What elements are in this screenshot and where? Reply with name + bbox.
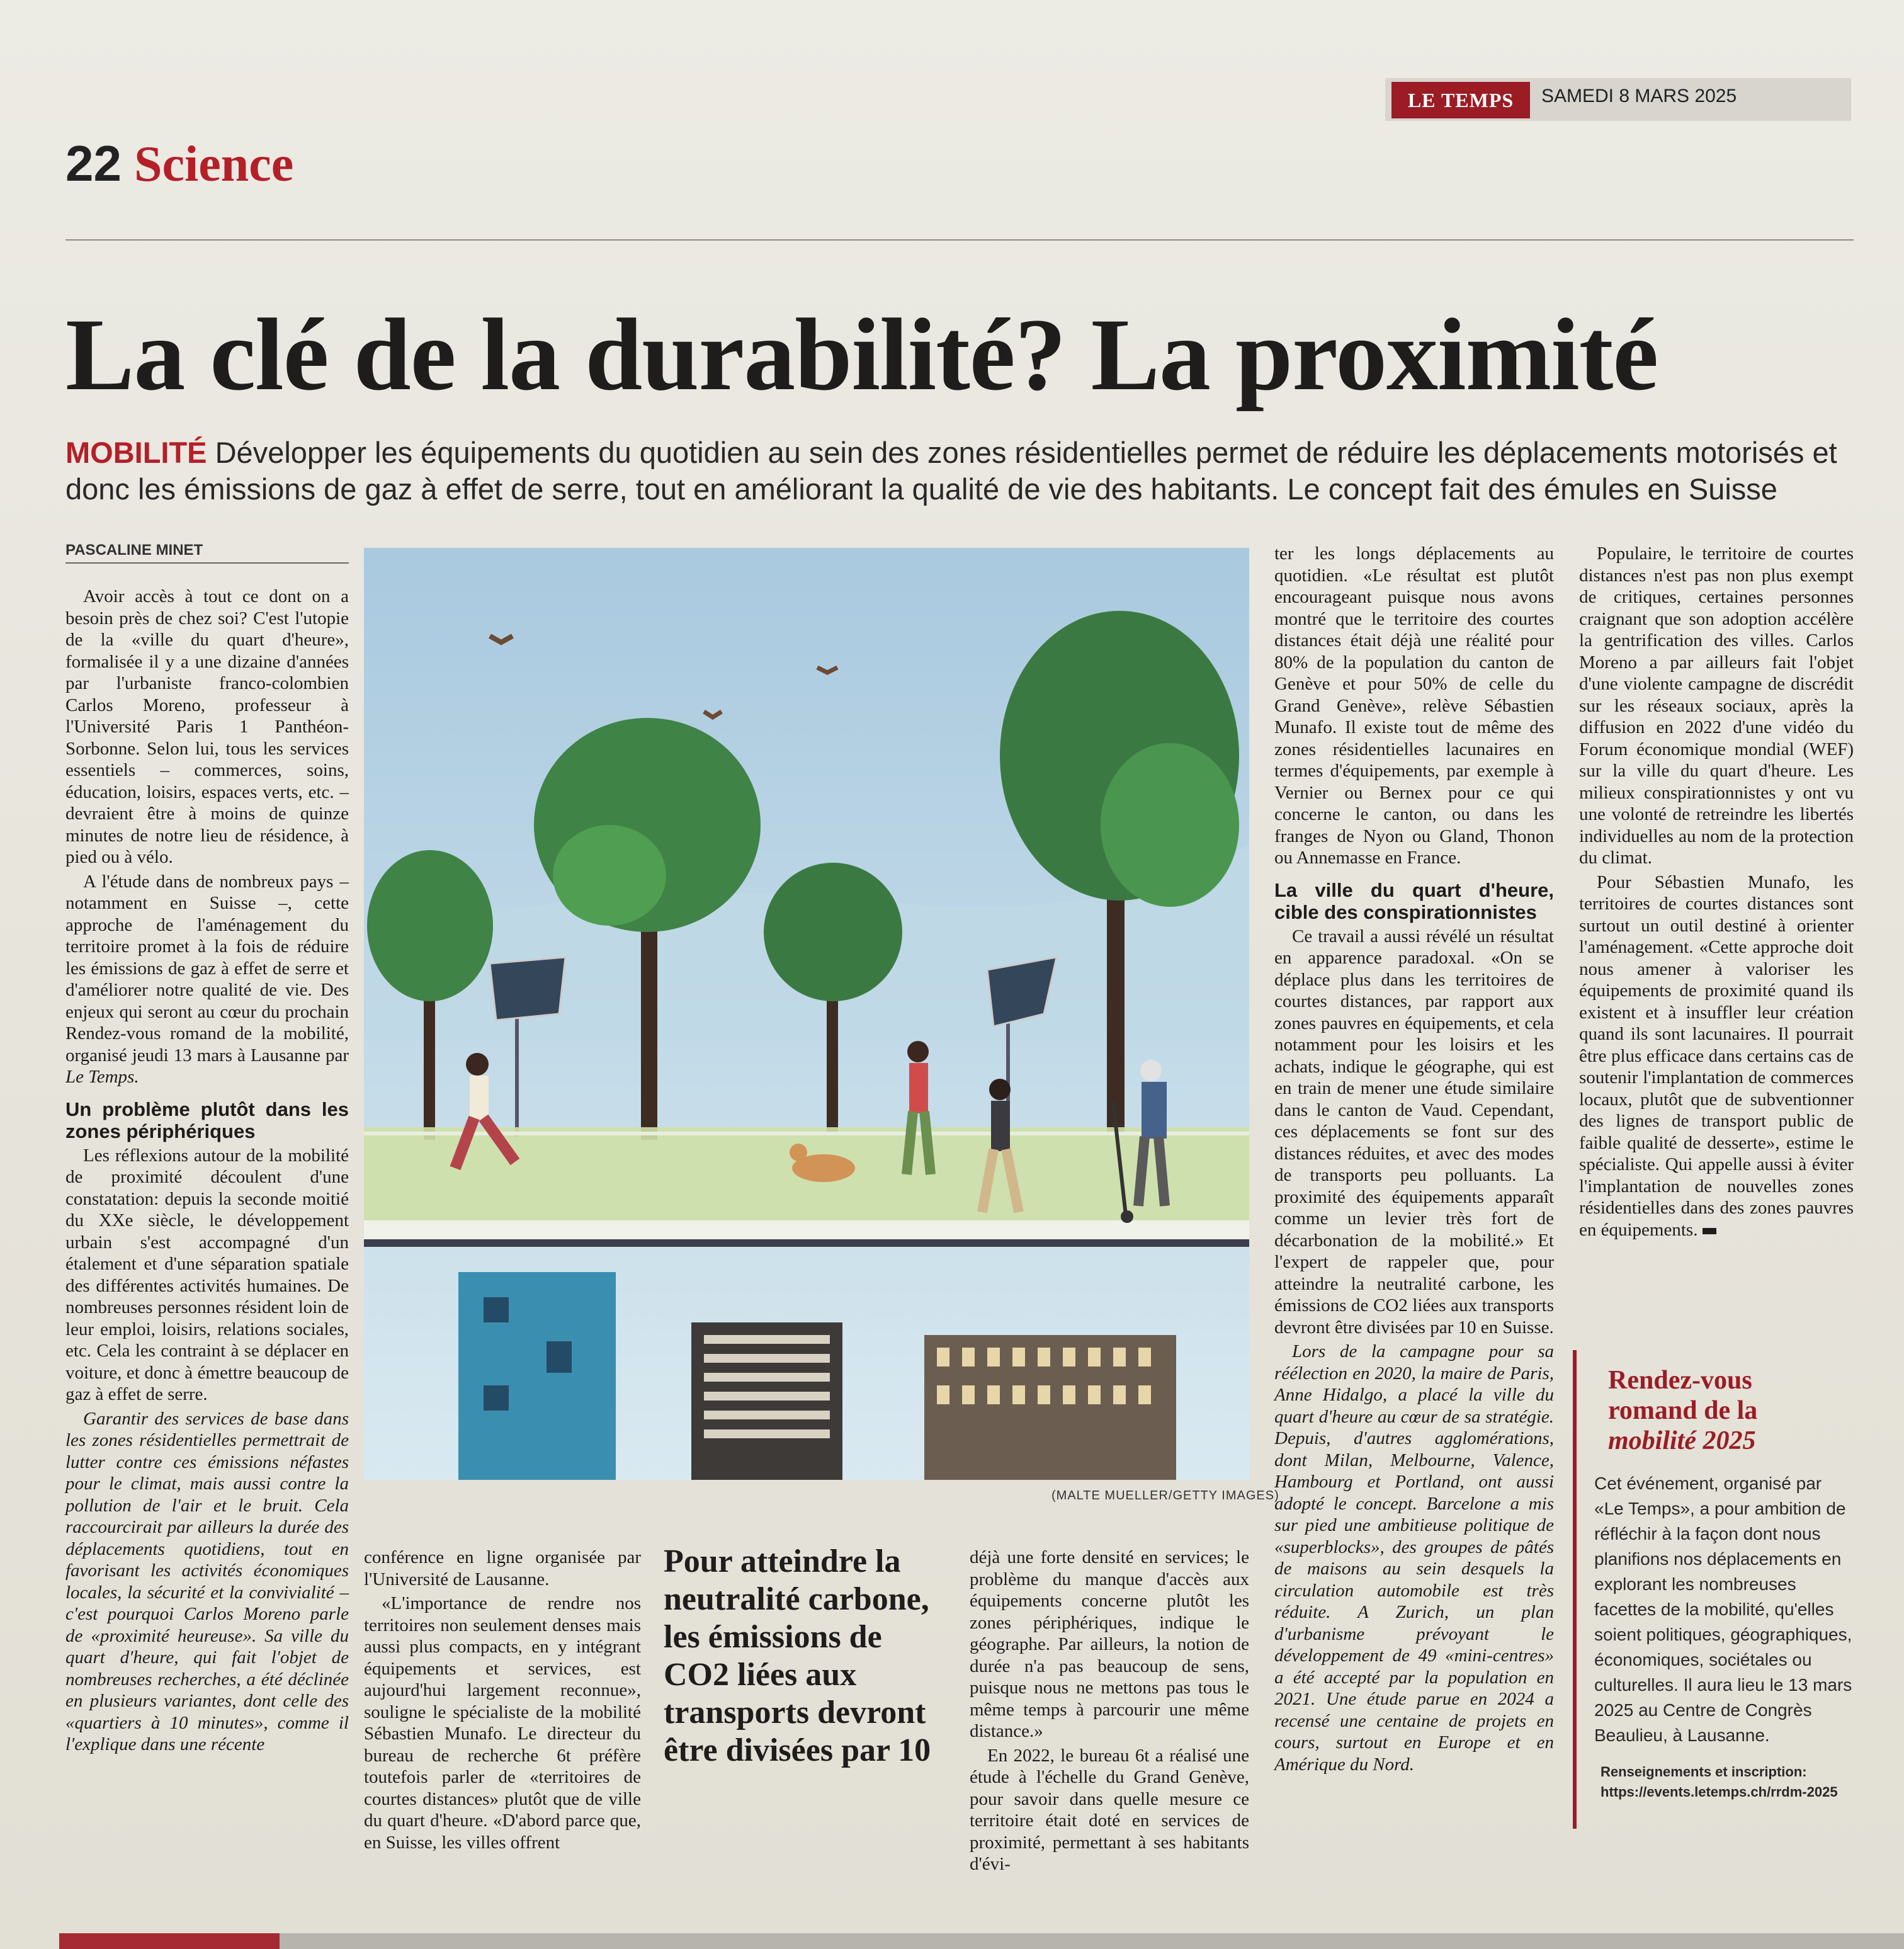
section-header — [65, 135, 293, 193]
page-number: 22 — [65, 135, 122, 191]
paragraph-text: Pour Sébastien Munafo, les territoires de courtes distances sont surtout un outil destiné à orienter l'aménagement. «Cette approche doit nous amener à valoriser les équipements de proximité quand ils existent et à insuffler leur création quand ils sont lacunaires. Il pourrait être plus efficace dans certains cas de soutenir l'implantation de commerces locaux, plutôt que de subventionner des lignes de transport public de faible qualité de desserte», estime le spécialiste. Qui appelle aussi à éviter l'implantation de nouvelles zones résidentielles dans des zones pauvres en équipements. — [1579, 872, 1854, 1240]
byline-rule — [65, 562, 349, 564]
subheading: Un problème plutôt dans les zones périphériques — [65, 1098, 349, 1142]
article-column-3 — [970, 1547, 1249, 1878]
subheading: La ville du quart d'heure, cible des conspirationnistes — [1274, 878, 1554, 923]
image-credit: (MALTE MUELLER/GETTY IMAGES) — [1051, 1489, 1279, 1503]
infobox-title — [1608, 1365, 1854, 1456]
article-column-1 — [65, 586, 349, 1758]
header-rule — [65, 239, 1854, 241]
footer-accent-bar — [59, 1933, 280, 1949]
section-name: Science — [133, 137, 294, 192]
infobox-title-line: mobilité 2025 — [1608, 1426, 1756, 1455]
infobox-footer-label: Renseignements et inscription: — [1601, 1764, 1807, 1780]
paragraph: déjà une forte densité en services; le problème du manque d'accès aux équipements concerne plutôt les zones périphériques, indique le géographe. Par ailleurs, la notion de durée n'a pas beaucoup de sens, puisque nous ne mettons pas tous le même temps à parcourir une même distance.» — [970, 1547, 1249, 1741]
paragraph: ter les longs déplacements au quotidien. «Le résultat est plutôt encourageant puisque nous avons montré que le territoire des courtes distances était déjà une réalité pour 80% de la population du canton de Genève et pour 50% de celle du Grand Genève», relève Sébastien Munafo. Il existe tout de même des zones résidentielles lacunaires en termes d'équipements, par exemple à Vernier ou Bernex pour ce qui concerne le canton, ou dans les franges de Nyon ou Gland, Thonon ou Annemasse en France. — [1274, 543, 1554, 868]
standfirst — [65, 435, 1854, 508]
pull-quote: Pour atteindre la neutralité carbone, les émissions de CO2 liées aux transports devront être divisées par 10 — [664, 1543, 931, 1768]
infobox-body: Cet événement, organisé par «Le Temps», a pour ambition de réfléchir à la façon dont nous planifions nos déplacements en explorant les nombreuses facettes de la mobilité, qu'elles soient politiques, géographiques, économiques, sociétales ou culturelles. Il aura lieu le 13 mars 2025 au Centre de Congrès Beaulieu, à Lausanne. — [1594, 1474, 1852, 1745]
standfirst-kicker: MOBILITÉ — [65, 436, 207, 469]
paragraph: Les réflexions autour de la mobilité de proximité découlent d'une constatation: depuis la seconde moitié du XXe siècle, le développement urbain s'est accompagné d'un étalement et d'une séparation spatiale des différentes activités humaines. De nombreuses personnes résident loin de leur emploi, loisirs, relations sociales, etc. Cela les contraint à se déplacer en voiture, et donc à émettre beaucoup de gaz à effet de serre. — [65, 1145, 349, 1404]
event-link[interactable]: https://events.letemps.ch/rrdm-2025 — [1601, 1784, 1838, 1800]
paragraph — [65, 871, 349, 1088]
issue-date: SAMEDI 8 MARS 2025 — [1541, 86, 1737, 106]
paragraph: «L'importance de rendre nos territoires non seulement denses mais aussi plus compacts, en y intégrant équipements et services, est aujourd'hui largement reconnue», souligne le spécialiste de la mobilité Sébastien Munafo. Le directeur du bureau de recherche 6t préfère toutefois parler de «territoires de courtes distances» plutôt que de ville du quart d'heure. «D'abord parce que, en Suisse, les villes offrent — [364, 1593, 641, 1853]
brand-logo: LE TEMPS — [1391, 82, 1530, 118]
article-column-4 — [1274, 543, 1554, 1778]
infobox-title-line: romand de la — [1608, 1396, 1758, 1425]
paragraph: Populaire, le territoire de courtes distances n'est pas non plus exempt de critiques, certaines personnes craignant que son adoption accélère la gentrification des villes. Carlos Moreno a par ailleurs fait l'objet d'une violente campagne de discrédit sur les réseaux sociaux, après la diffusion en 2022 d'une vidéo du Forum économique mondial (WEF) sur la ville du quart d'heure. Les milieux conspirationnistes y ont vu une volonté de retreindre les libertés individuelles au nom de la protection du climat. — [1579, 543, 1854, 868]
park-illustration — [364, 548, 1249, 1480]
paragraph — [1579, 872, 1854, 1241]
paragraph: Garantir des services de base dans les zones résidentielles permettrait de lutter contre ces émissions néfastes pour le climat, mais aussi contre la pollution de l'air et le bruit. Cela raccourcirait par ailleurs la durée des déplacements quotidiens, tout en favorisant les activités économiques locales, la sécurité et la convivialité – c'est pourquoi Carlos Moreno parle de «proximité heureuse». Sa ville du quart d'heure, qui fait l'objet de nombreuses recherches, a été déclinée en plusieurs variantes, dont celle des «quartiers à 10 minutes», comme il l'explique dans une récente — [65, 1408, 349, 1754]
article-column-2 — [364, 1547, 641, 1856]
standfirst-text: Développer les équipements du quotidien au sein des zones résidentielles permet de réduire les déplacements motorisés et donc les émissions de gaz à effet de serre, tout en améliorant la qualité de vie des habitants. Le concept fait des émules en Suisse — [65, 436, 1837, 506]
infobox-footer — [1601, 1762, 1852, 1802]
paragraph: Avoir accès à tout ce dont on a besoin près de chez soi? C'est l'utopie de la «ville du quart d'heure», formalisée il y a une dizaine d'années par l'urbaniste franco-colombien Carlos Moreno, professeur à l'Université Paris 1 Panthéon-Sorbonne. Selon lui, tous les services essentiels – commerces, soins, éducation, loisirs, espaces verts, etc. – devraient être à moins de quinze minutes de notre lieu de résidence, à pied ou à vélo. — [65, 586, 349, 867]
infobox-accent-bar — [1573, 1350, 1577, 1829]
headline: La clé de la durabilité? La proximité — [65, 298, 1658, 412]
footer-bar — [280, 1933, 1904, 1949]
paragraph: En 2022, le bureau 6t a réalisé une étude à l'échelle du Grand Genève, pour savoir dans quelle mesure ce territoire était doté en services de proximité, permettant à ses habitants d'évi- — [970, 1745, 1249, 1874]
end-mark-icon — [1703, 1228, 1716, 1234]
paragraph: Lors de la campagne pour sa réélection en 2020, la maire de Paris, Anne Hidalgo, a placé la ville du quart d'heure au cœur de sa stratégie. Depuis, d'autres agglomérations, dont Milan, Melbourne, Valence, Hambourg et Portland, ont aussi adopté le concept. Barcelone a mis sur pied une ambitieuse politique de «superblocks», des groupes de pâtés de maisons au sein desquels la circulation automobile est très réduite. A Zurich, un plan d'urbanisme prévoyant le développement de 49 «mini-centres» a été accepté par la population en 2021. Une étude parue en 2024 a recensé une centaine de projets en cours, surtout en Europe et en Amérique du Nord. — [1274, 1341, 1554, 1775]
publication-name: Le Temps. — [65, 1067, 139, 1087]
illustration — [364, 548, 1249, 1480]
paragraph-text: A l'étude dans de nombreux pays – notamment en Suisse –, cette approche de l'aménagement du territoire promet à la fois de réduire les émissions de gaz à effet de serre et d'améliorer notre qualité de vie. Des enjeux qui seront au cœur du prochain Rendez-vous romand de la mobilité, organisé jeudi 13 mars à Lausanne par — [65, 871, 349, 1065]
paragraph: Ce travail a aussi révélé un résultat en apparence paradoxal. «On se déplace plus dans les territoires de courtes distances, par rapport aux zones pauvres en équipements, et cela notamment pour les loisirs et les achats, indique le géographe, qui est en train de mener une étude similaire dans le canton de Vaud. Cependant, ces déplacements se font sur des distances réduites, et avec des modes de transports peu polluants. La proximité des équipements apparaît comme un levier très fort de décarbonation de la mobilité.» Et l'expert de rappeler que, pour atteindre la neutralité carbone, les émissions de CO2 liées aux transports devront être divisées par 10 en Suisse. — [1274, 926, 1554, 1338]
article-column-5 — [1579, 543, 1854, 1243]
event-infobox — [1573, 1350, 1854, 1829]
infobox-title-line: Rendez-vous — [1608, 1366, 1752, 1395]
paragraph: conférence en ligne organisée par l'Université de Lausanne. — [364, 1547, 641, 1589]
byline: PASCALINE MINET — [65, 542, 203, 559]
